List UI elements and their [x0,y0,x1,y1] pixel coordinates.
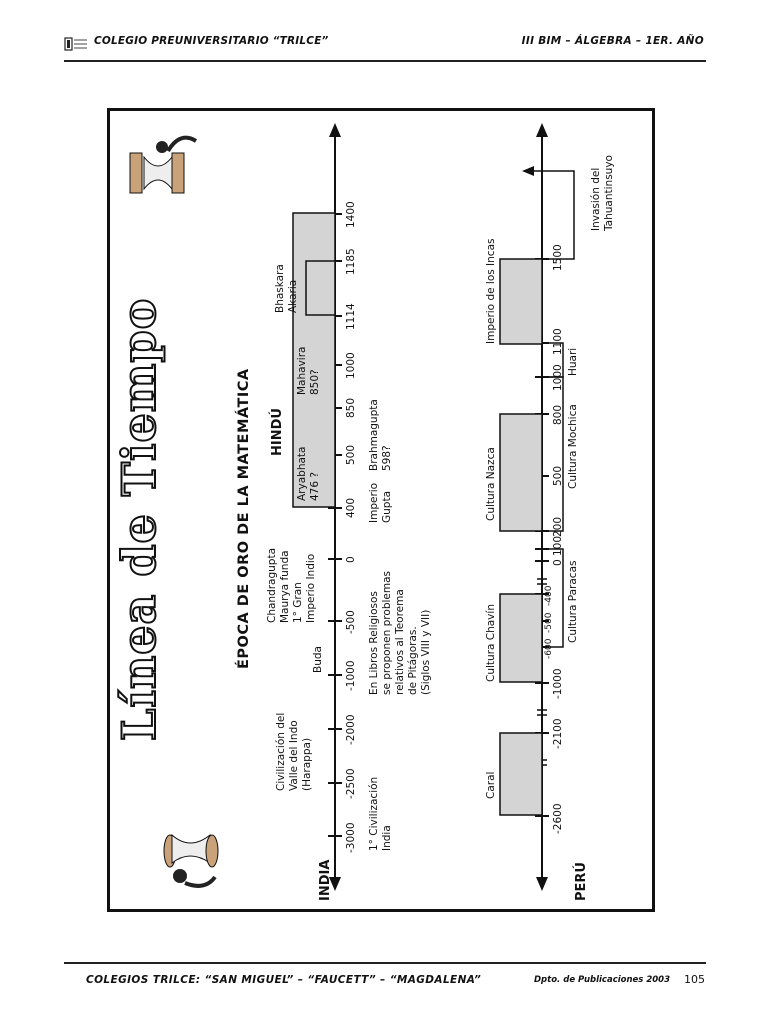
header-course: III BIM – ÁLGEBRA – 1ER. AÑO [521,35,704,47]
timeline-poster [107,108,655,912]
event-civ-india: 1° Civilización India [368,776,393,851]
peru-tick-label: 200 [552,516,564,537]
page-header [64,30,706,62]
peru-tick-label: 1500 [552,244,564,271]
page-footer [64,962,706,994]
peru-tick-label: 100 [552,535,564,556]
event-paracas: Cultura Paracas [567,560,579,643]
hourglass-figure-icon [164,835,218,886]
peru-tick-label: 1000 [552,364,564,391]
india-tick-label: 1114 [345,303,357,330]
peru-tick-label: 0 [552,559,564,566]
peru-tick-label: -2100 [552,718,564,749]
epoca-oro-title: ÉPOCA DE ORO DE LA MATEMÁTICA [236,368,252,669]
event-invasion: Invasión del Tahuantinsuyo [590,155,615,231]
india-tick-label: 0 [345,556,357,563]
india-tick-label: -2500 [345,768,357,799]
india-tick-label: -3000 [345,822,357,853]
india-tick-label: -2000 [345,714,357,745]
poster-title: Línea de Tiempo [112,297,166,741]
peru-tick-label: 1100 [552,328,564,355]
event-bhaskara: Bhaskara Akaria [274,264,299,313]
india-tick-label: 850 [345,397,357,418]
event-incas: Imperio de los Incas [485,238,497,344]
event-mochica: Cultura Mochica [567,404,579,489]
peru-tick-label: 500 [552,465,564,486]
event-nazca: Cultura Nazca [485,447,497,521]
event-chavin: Cultura Chavín [485,604,497,682]
hourglass-figure-icon [130,138,196,193]
peru-tick-label: 800 [552,404,564,425]
school-logo-icon [64,36,88,52]
event-imperio-gupta: Imperio Gupta [368,482,393,523]
india-tick-label: -500 [345,610,357,634]
page-number: 105 [684,973,705,986]
timeline-rotated-canvas [110,111,655,911]
event-aryabhata: Aryabhata 476 ? [296,446,321,501]
india-tick-label: 1185 [345,248,357,275]
india-tick-label: 1000 [345,352,357,379]
peru-label: PERÚ [574,862,589,901]
event-mahavira: Mahavira 850? [296,346,321,395]
event-buda: Buda [312,646,324,673]
peru-tick-label: -500 [544,612,554,633]
peru-tick-label: -1000 [552,668,564,699]
event-libros-religiosos: En Libros Religiosos se proponen problemas relativos al Teorema de Pitágoras. (Siglos VIII y VII) [368,571,432,695]
event-caral: Caral [485,771,497,799]
india-label: INDIA [318,859,333,901]
header-school-name: COLEGIO PREUNIVERSITARIO “TRILCE” [94,35,329,47]
event-chandragupta: Chandragupta Maurya funda 1° Gran Imperio Indio [266,547,317,623]
peru-tick-label: -400 [544,585,554,606]
peru-tick-label: -600 [544,638,554,659]
event-huari: Huari [567,347,579,376]
india-tick-label: 400 [345,497,357,518]
event-valle-indo: Civilización del Valle del Indo (Harappa) [275,712,313,791]
india-tick-label: -1000 [345,660,357,691]
footer-department: Dpto. de Publicaciones 2003 [534,975,670,985]
india-tick-label: 1400 [345,201,357,228]
footer-schools: COLEGIOS TRILCE: “SAN MIGUEL” – “FAUCETT” – “MAGDALENA” [86,974,482,986]
peru-tick-label: -2600 [552,803,564,834]
hindu-label: HINDÚ [270,408,285,456]
india-tick-label: 500 [345,444,357,465]
event-brahmagupta: Brahmagupta 598? [368,399,393,471]
